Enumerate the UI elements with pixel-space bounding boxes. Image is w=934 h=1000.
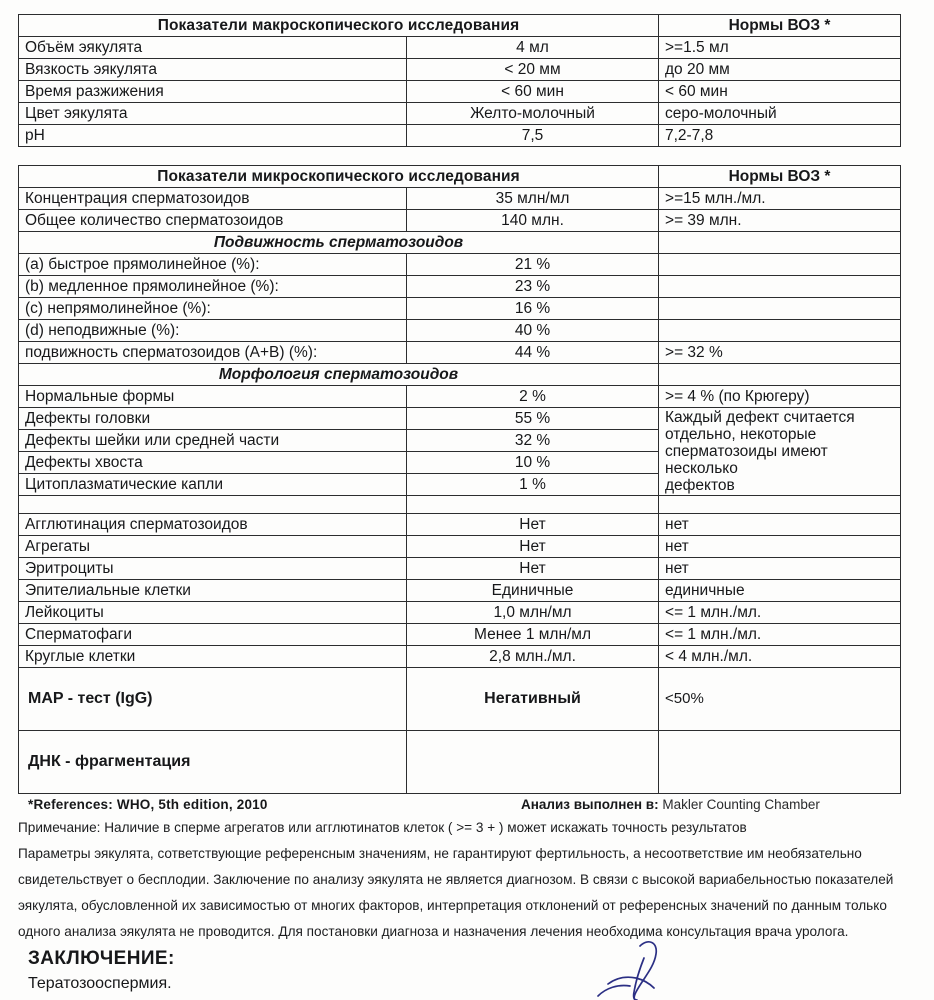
morphology-section-norm <box>659 364 901 386</box>
table-row <box>19 125 901 147</box>
note-disclaimer: Параметры эякулята, сответствующие референсным значениям, не гарантируют фертильность, а несоответствие им необязательно свидетельствует о бесплодии. Заключение по анализу эякулята не является диагнозом. В связи с высокой вариабельностью показателей эякулята, обусловленной их зависимостью от многих факторов, интерпретация отклонений от референсных значений по данным только одного анализа эякулята не проводится. Для постановки диагноза и назначения лечения необходима консультация врача уролога. <box>18 846 894 939</box>
table-row <box>19 188 901 210</box>
table-row <box>19 386 901 408</box>
row-label: Дефекты шейки или средней части <box>19 430 407 452</box>
row-value: Менее 1 млн/мл <box>407 624 659 646</box>
table-row <box>19 646 901 668</box>
row-label: Дефекты головки <box>19 408 407 430</box>
row-norm <box>659 320 901 342</box>
row-norm: до 20 мм <box>659 59 901 81</box>
row-norm: >= 39 млн. <box>659 210 901 232</box>
row-value: 1,0 млн/мл <box>407 602 659 624</box>
row-label: (d) неподвижные (%): <box>19 320 407 342</box>
morphology-section-title: Морфология сперматозоидов <box>19 364 659 386</box>
row-value: 2 % <box>407 386 659 408</box>
row-norm: <= 1 млн./мл. <box>659 624 901 646</box>
row-label: Вязкость эякулята <box>19 59 407 81</box>
row-value: Негативный <box>407 668 659 731</box>
row-label: Эритроциты <box>19 558 407 580</box>
row-value: Нет <box>407 514 659 536</box>
row-label: Дефекты хвоста <box>19 452 407 474</box>
performed-in-line <box>521 797 820 812</box>
row-value: Нет <box>407 558 659 580</box>
table-row <box>19 210 901 232</box>
row-norm: >= 4 % (по Крюгеру) <box>659 386 901 408</box>
map-test-row <box>19 668 901 731</box>
spacer-cell <box>659 496 901 514</box>
row-norm: серо-молочный <box>659 103 901 125</box>
table-row <box>19 602 901 624</box>
table-row <box>19 276 901 298</box>
row-value: 21 % <box>407 254 659 276</box>
row-norm: < 4 млн./мл. <box>659 646 901 668</box>
row-norm <box>659 298 901 320</box>
performed-label: Анализ выполнен в: <box>521 797 659 812</box>
note-aggregates: Примечание: Наличие в сперме агрегатов или агглютинатов клеток ( >= 3 + ) может искажать точность результатов <box>18 820 747 835</box>
row-label: Общее количество сперматозоидов <box>19 210 407 232</box>
row-value: 32 % <box>407 430 659 452</box>
row-value: Желто-молочный <box>407 103 659 125</box>
row-norm <box>659 254 901 276</box>
row-value: 2,8 млн./мл. <box>407 646 659 668</box>
row-value: 55 % <box>407 408 659 430</box>
row-value: Единичные <box>407 580 659 602</box>
table-row <box>19 254 901 276</box>
macro-header-norms: Нормы ВОЗ * <box>659 15 901 37</box>
row-value <box>407 731 659 794</box>
conclusion-text: Тератозооспермия. <box>28 975 172 992</box>
micro-header-row <box>19 166 901 188</box>
dna-fragmentation-row <box>19 731 901 794</box>
row-label: Концентрация сперматозоидов <box>19 188 407 210</box>
row-label: pH <box>19 125 407 147</box>
morphology-merged-note <box>659 408 901 496</box>
note-line: отдельно, некоторые <box>665 425 817 443</box>
row-norm: нет <box>659 536 901 558</box>
conclusion-title: ЗАКЛЮЧЕНИЕ: <box>28 948 175 969</box>
row-label: MAP - тест (IgG) <box>19 668 407 731</box>
microscopic-table <box>18 165 901 794</box>
row-norm: 7,2-7,8 <box>659 125 901 147</box>
performed-value: Makler Counting Chamber <box>662 797 820 812</box>
motility-section-title: Подвижность сперматозоидов <box>19 232 659 254</box>
row-label: (c) непрямолинейное (%): <box>19 298 407 320</box>
micro-header-indicators: Показатели микроскопического исследования <box>19 166 659 188</box>
row-label: (a) быстрое прямолинейное (%): <box>19 254 407 276</box>
row-value: 1 % <box>407 474 659 496</box>
row-value: 140 млн. <box>407 210 659 232</box>
spacer-cell <box>407 496 659 514</box>
table-row <box>19 37 901 59</box>
row-norm: нет <box>659 514 901 536</box>
row-value: 35 млн/мл <box>407 188 659 210</box>
table-row <box>19 320 901 342</box>
row-label: Сперматофаги <box>19 624 407 646</box>
row-value: < 20 мм <box>407 59 659 81</box>
row-label: подвижность сперматозоидов (A+B) (%): <box>19 342 407 364</box>
row-value: 10 % <box>407 452 659 474</box>
table-row <box>19 536 901 558</box>
row-value: 16 % <box>407 298 659 320</box>
macro-header-indicators: Показатели макроскопического исследования <box>19 15 659 37</box>
signature <box>584 938 784 1000</box>
micro-header-norms: Нормы ВОЗ * <box>659 166 901 188</box>
table-row <box>19 580 901 602</box>
table-row <box>19 81 901 103</box>
table-row <box>19 514 901 536</box>
morphology-section-row <box>19 364 901 386</box>
row-label: Время разжижения <box>19 81 407 103</box>
table-row <box>19 59 901 81</box>
spacer-cell <box>19 496 407 514</box>
motility-section-norm <box>659 232 901 254</box>
row-label: Цитоплазматические капли <box>19 474 407 496</box>
note-line: сперматозоиды имеют несколько <box>665 442 828 478</box>
row-norm <box>659 276 901 298</box>
references-line: *References: WHO, 5th edition, 2010 <box>28 797 268 812</box>
macro-header-row <box>19 15 901 37</box>
spacer-row <box>19 496 901 514</box>
row-value: < 60 мин <box>407 81 659 103</box>
table-row <box>19 624 901 646</box>
row-label: Агрегаты <box>19 536 407 558</box>
note-line: Каждый дефект считается <box>665 408 855 426</box>
row-norm: >=1.5 мл <box>659 37 901 59</box>
table-row <box>19 298 901 320</box>
row-norm: >=15 млн./мл. <box>659 188 901 210</box>
row-label: Лейкоциты <box>19 602 407 624</box>
row-label: (b) медленное прямолинейное (%): <box>19 276 407 298</box>
row-norm: < 60 мин <box>659 81 901 103</box>
row-norm <box>659 731 901 794</box>
row-value: 4 мл <box>407 37 659 59</box>
row-label: ДНК - фрагментация <box>19 731 407 794</box>
table-row <box>19 342 901 364</box>
row-norm: <50% <box>659 668 901 731</box>
row-label: Нормальные формы <box>19 386 407 408</box>
macroscopic-table <box>18 14 901 147</box>
row-value: 44 % <box>407 342 659 364</box>
row-norm: >= 32 % <box>659 342 901 364</box>
row-norm: нет <box>659 558 901 580</box>
table-row <box>19 103 901 125</box>
row-value: 7,5 <box>407 125 659 147</box>
row-label: Агглютинация сперматозоидов <box>19 514 407 536</box>
row-value: 23 % <box>407 276 659 298</box>
row-label: Эпителиальные клетки <box>19 580 407 602</box>
row-value: 40 % <box>407 320 659 342</box>
row-value: Нет <box>407 536 659 558</box>
note-line: дефектов <box>665 477 735 495</box>
table-row <box>19 408 901 430</box>
motility-section-row <box>19 232 901 254</box>
table-row <box>19 558 901 580</box>
row-label: Цвет эякулята <box>19 103 407 125</box>
row-label: Круглые клетки <box>19 646 407 668</box>
row-norm: <= 1 млн./мл. <box>659 602 901 624</box>
row-norm: единичные <box>659 580 901 602</box>
row-label: Объём эякулята <box>19 37 407 59</box>
